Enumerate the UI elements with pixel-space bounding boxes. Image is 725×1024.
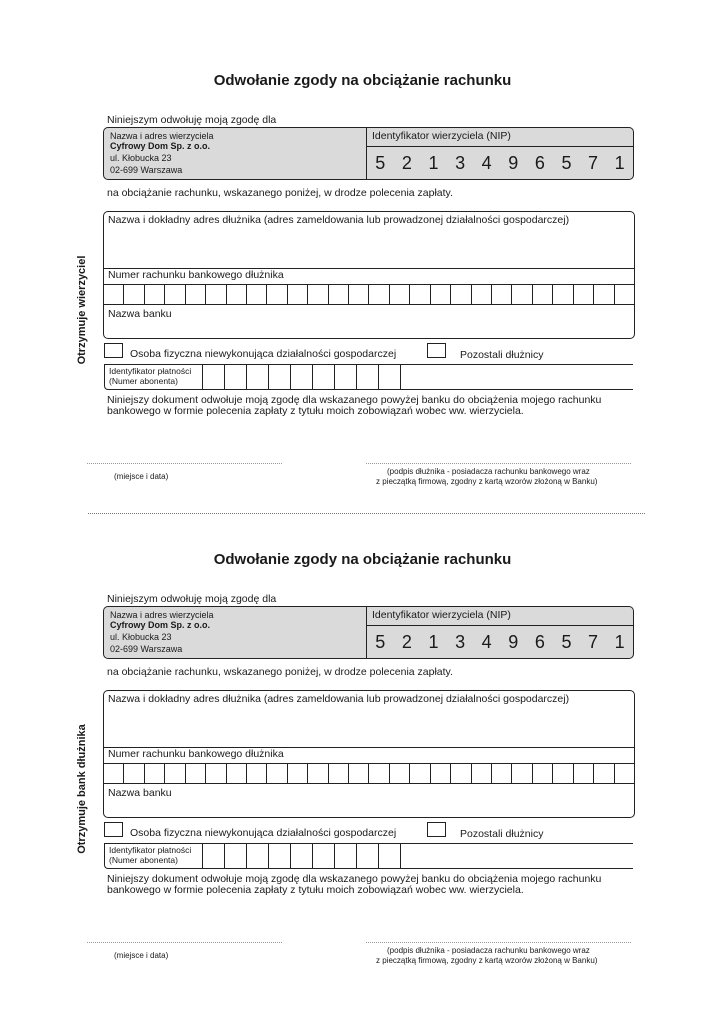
- account-digit-cell[interactable]: [206, 763, 226, 783]
- nip-label: Identyfikator wierzyciela (NIP): [372, 609, 511, 621]
- account-digit-cell[interactable]: [472, 284, 492, 304]
- signature-label-line2: z pieczątką firmową, zgodny z kartą wzorów złożoną w Banku): [376, 956, 598, 965]
- place-date-label: (miejsce i data): [114, 472, 169, 481]
- account-digit-cell[interactable]: [369, 763, 389, 783]
- other-debtors-checkbox[interactable]: [427, 822, 446, 837]
- payment-id-cell[interactable]: [312, 844, 334, 868]
- nip-digit: 2: [401, 153, 412, 173]
- account-digit-cell[interactable]: [574, 284, 594, 304]
- payment-id-box: [104, 364, 633, 390]
- account-digit-cell[interactable]: [533, 284, 553, 304]
- form-title: Odwołanie zgody na obciążanie rachunku: [213, 72, 512, 89]
- declaration-text: Niniejszy dokument odwołuje moją zgodę dla wskazanego powyżej banku do obciążenia mojego rachunku bankowego w formie polecenia zapłaty z tytułu moich zobowiązań wobec ww. wierzyciela.: [107, 394, 602, 417]
- account-digit-cell[interactable]: [308, 763, 328, 783]
- account-digit-cell[interactable]: [329, 763, 349, 783]
- nip-digit: 1: [428, 632, 439, 652]
- account-digit-cell[interactable]: [553, 763, 573, 783]
- payment-id-box: [104, 843, 633, 869]
- divider: [104, 783, 634, 784]
- account-digit-cell[interactable]: [329, 284, 349, 304]
- individual-option-label: Osoba fizyczna niewykonująca działalności gospodarczej: [130, 348, 397, 360]
- nip-label: Identyfikator wierzyciela (NIP): [372, 130, 511, 142]
- payment-id-label: Identyfikator płatności: [109, 845, 192, 855]
- subscriber-number-label: (Numer abonenta): [109, 855, 178, 865]
- revocation-form: [0, 479, 725, 965]
- account-digit-cell[interactable]: [410, 763, 430, 783]
- account-digit-cell[interactable]: [288, 763, 308, 783]
- account-digit-cell[interactable]: [349, 763, 369, 783]
- account-digit-cell[interactable]: [267, 763, 287, 783]
- individual-checkbox[interactable]: [104, 822, 123, 837]
- account-digit-cell[interactable]: [247, 284, 267, 304]
- signature-label-line1: (podpis dłużnika - posiadacza rachunku bankowego wraz: [387, 946, 590, 955]
- revocation-form: [0, 0, 725, 486]
- payment-id-cell[interactable]: [356, 365, 378, 389]
- payment-id-cell[interactable]: [378, 365, 401, 389]
- creditor-name: Cyfrowy Dom Sp. z o.o.: [110, 141, 211, 151]
- nip-digit: 5: [375, 153, 386, 173]
- nip-digit: 1: [428, 153, 439, 173]
- nip-digit: 1: [614, 153, 625, 173]
- nip-digit: 7: [588, 632, 599, 652]
- bank-name-label: Nazwa banku: [108, 787, 172, 799]
- payment-id-cell[interactable]: [202, 365, 224, 389]
- payment-id-label: Identyfikator płatności: [109, 366, 192, 376]
- payment-id-cell[interactable]: [246, 844, 268, 868]
- account-digit-cell[interactable]: [594, 284, 614, 304]
- payment-id-cell[interactable]: [378, 844, 401, 868]
- signature-line[interactable]: [366, 463, 631, 464]
- account-digit-cell[interactable]: [512, 763, 532, 783]
- account-digit-cell[interactable]: [431, 284, 451, 304]
- account-digit-cell[interactable]: [410, 284, 430, 304]
- nip-digit: 9: [508, 153, 519, 173]
- nip-digit: 3: [455, 153, 466, 173]
- account-digit-cell[interactable]: [553, 284, 573, 304]
- nip-digit: 5: [375, 632, 386, 652]
- account-digit-cell[interactable]: [288, 284, 308, 304]
- nip-digit: 6: [534, 153, 545, 173]
- payment-id-cell[interactable]: [356, 844, 378, 868]
- payment-id-cell[interactable]: [312, 365, 334, 389]
- account-digit-cell[interactable]: [492, 763, 512, 783]
- account-digit-cell[interactable]: [186, 763, 206, 783]
- cut-line: [88, 513, 645, 514]
- debtor-address-label: Nazwa i dokładny adres dłużnika (adres zameldowania lub prowadzonej działalności gospodarczej): [108, 693, 570, 705]
- place-date-line[interactable]: [87, 463, 282, 464]
- other-debtors-checkbox[interactable]: [427, 343, 446, 358]
- account-digit-cell[interactable]: [615, 763, 634, 783]
- creditor-address-street: ul. Kłobucka 23: [110, 632, 172, 642]
- payment-id-cell[interactable]: [224, 365, 246, 389]
- declaration-text: Niniejszy dokument odwołuje moją zgodę dla wskazanego powyżej banku do obciążenia mojego rachunku bankowego w formie polecenia zapłaty z tytułu moich zobowiązań wobec ww. wierzyciela.: [107, 873, 602, 896]
- nip-digit: 4: [481, 153, 492, 173]
- account-digit-cell[interactable]: [472, 763, 492, 783]
- nip-digit: 9: [508, 632, 519, 652]
- account-digit-cell[interactable]: [165, 284, 185, 304]
- account-digit-cell[interactable]: [390, 284, 410, 304]
- nip-digit: 5: [561, 153, 572, 173]
- payment-id-cell[interactable]: [268, 844, 290, 868]
- account-number-label: Numer rachunku bankowego dłużnika: [108, 269, 284, 281]
- after-text: na obciążanie rachunku, wskazanego poniżej, w drodze polecenia zapłaty.: [107, 666, 453, 678]
- debtor-box: [103, 690, 635, 818]
- bank-name-label: Nazwa banku: [108, 308, 172, 320]
- payment-id-cell[interactable]: [268, 365, 290, 389]
- nip-box: [366, 606, 634, 659]
- form-title: Odwołanie zgody na obciążanie rachunku: [213, 551, 512, 568]
- account-number-cells[interactable]: [104, 284, 634, 304]
- creditor-label: Nazwa i adres wierzyciela: [110, 610, 214, 620]
- account-digit-cell[interactable]: [492, 284, 512, 304]
- other-debtors-option-label: Pozostali dłużnicy: [460, 349, 544, 361]
- intro-text: Niniejszym odwołuję moją zgodę dla: [107, 593, 277, 605]
- account-number-cells[interactable]: [104, 763, 634, 783]
- place-date-label: (miejsce i data): [114, 951, 169, 960]
- other-debtors-option-label: Pozostali dłużnicy: [460, 828, 544, 840]
- nip-digits: [367, 626, 633, 658]
- signature-label-line1: (podpis dłużnika - posiadacza rachunku bankowego wraz: [387, 467, 590, 476]
- creditor-name: Cyfrowy Dom Sp. z o.o.: [110, 620, 211, 630]
- nip-digit: 1: [614, 632, 625, 652]
- account-digit-cell[interactable]: [206, 284, 226, 304]
- payment-id-cell[interactable]: [202, 844, 224, 868]
- account-digit-cell[interactable]: [512, 284, 532, 304]
- payment-id-cells[interactable]: [202, 365, 401, 389]
- account-digit-cell[interactable]: [390, 763, 410, 783]
- account-digit-cell[interactable]: [431, 763, 451, 783]
- nip-digit: 4: [481, 632, 492, 652]
- account-digit-cell[interactable]: [615, 284, 634, 304]
- account-digit-cell[interactable]: [247, 763, 267, 783]
- nip-digit: 5: [561, 632, 572, 652]
- divider: [104, 304, 634, 305]
- nip-digit: 7: [588, 153, 599, 173]
- payment-id-cell[interactable]: [246, 365, 268, 389]
- account-digit-cell[interactable]: [104, 284, 124, 304]
- account-digit-cell[interactable]: [145, 284, 165, 304]
- account-digit-cell[interactable]: [574, 763, 594, 783]
- payment-id-cell[interactable]: [334, 844, 356, 868]
- nip-digit: 6: [534, 632, 545, 652]
- account-digit-cell[interactable]: [594, 763, 614, 783]
- debtor-address-label: Nazwa i dokładny adres dłużnika (adres zameldowania lub prowadzonej działalności gospodarczej): [108, 214, 570, 226]
- account-digit-cell[interactable]: [451, 284, 471, 304]
- recipient-side-label: Otrzymuje bank dłużnika: [76, 724, 88, 854]
- after-text: na obciążanie rachunku, wskazanego poniżej, w drodze polecenia zapłaty.: [107, 187, 453, 199]
- creditor-box: [103, 606, 367, 659]
- nip-digit: 2: [401, 632, 412, 652]
- creditor-address-street: ul. Kłobucka 23: [110, 153, 172, 163]
- payment-id-cell[interactable]: [334, 365, 356, 389]
- nip-box: [366, 127, 634, 180]
- account-digit-cell[interactable]: [227, 763, 247, 783]
- account-digit-cell[interactable]: [451, 763, 471, 783]
- creditor-address-city: 02-699 Warszawa: [110, 644, 183, 654]
- signature-label-line2: z pieczątką firmową, zgodny z kartą wzorów złożoną w Banku): [376, 477, 598, 486]
- account-digit-cell[interactable]: [533, 763, 553, 783]
- payment-id-cell[interactable]: [224, 844, 246, 868]
- payment-id-cell[interactable]: [290, 844, 312, 868]
- place-date-line[interactable]: [87, 942, 282, 943]
- creditor-address-city: 02-699 Warszawa: [110, 165, 183, 175]
- creditor-label: Nazwa i adres wierzyciela: [110, 131, 214, 141]
- account-digit-cell[interactable]: [165, 763, 185, 783]
- recipient-side-label: Otrzymuje wierzyciel: [76, 255, 88, 365]
- individual-option-label: Osoba fizyczna niewykonująca działalności gospodarczej: [130, 827, 397, 839]
- account-digit-cell[interactable]: [227, 284, 247, 304]
- account-digit-cell[interactable]: [349, 284, 369, 304]
- individual-checkbox[interactable]: [104, 343, 123, 358]
- account-digit-cell[interactable]: [267, 284, 287, 304]
- account-digit-cell[interactable]: [369, 284, 389, 304]
- account-number-label: Numer rachunku bankowego dłużnika: [108, 748, 284, 760]
- payment-id-cells[interactable]: [202, 844, 401, 868]
- signature-line[interactable]: [366, 942, 631, 943]
- account-digit-cell[interactable]: [145, 763, 165, 783]
- account-digit-cell[interactable]: [124, 284, 144, 304]
- account-digit-cell[interactable]: [124, 763, 144, 783]
- creditor-box: [103, 127, 367, 180]
- nip-digit: 3: [455, 632, 466, 652]
- intro-text: Niniejszym odwołuję moją zgodę dla: [107, 114, 277, 126]
- payment-id-cell[interactable]: [290, 365, 312, 389]
- nip-digits: [367, 147, 633, 179]
- account-digit-cell[interactable]: [104, 763, 124, 783]
- debtor-box: [103, 211, 635, 339]
- account-digit-cell[interactable]: [186, 284, 206, 304]
- account-digit-cell[interactable]: [308, 284, 328, 304]
- subscriber-number-label: (Numer abonenta): [109, 376, 178, 386]
